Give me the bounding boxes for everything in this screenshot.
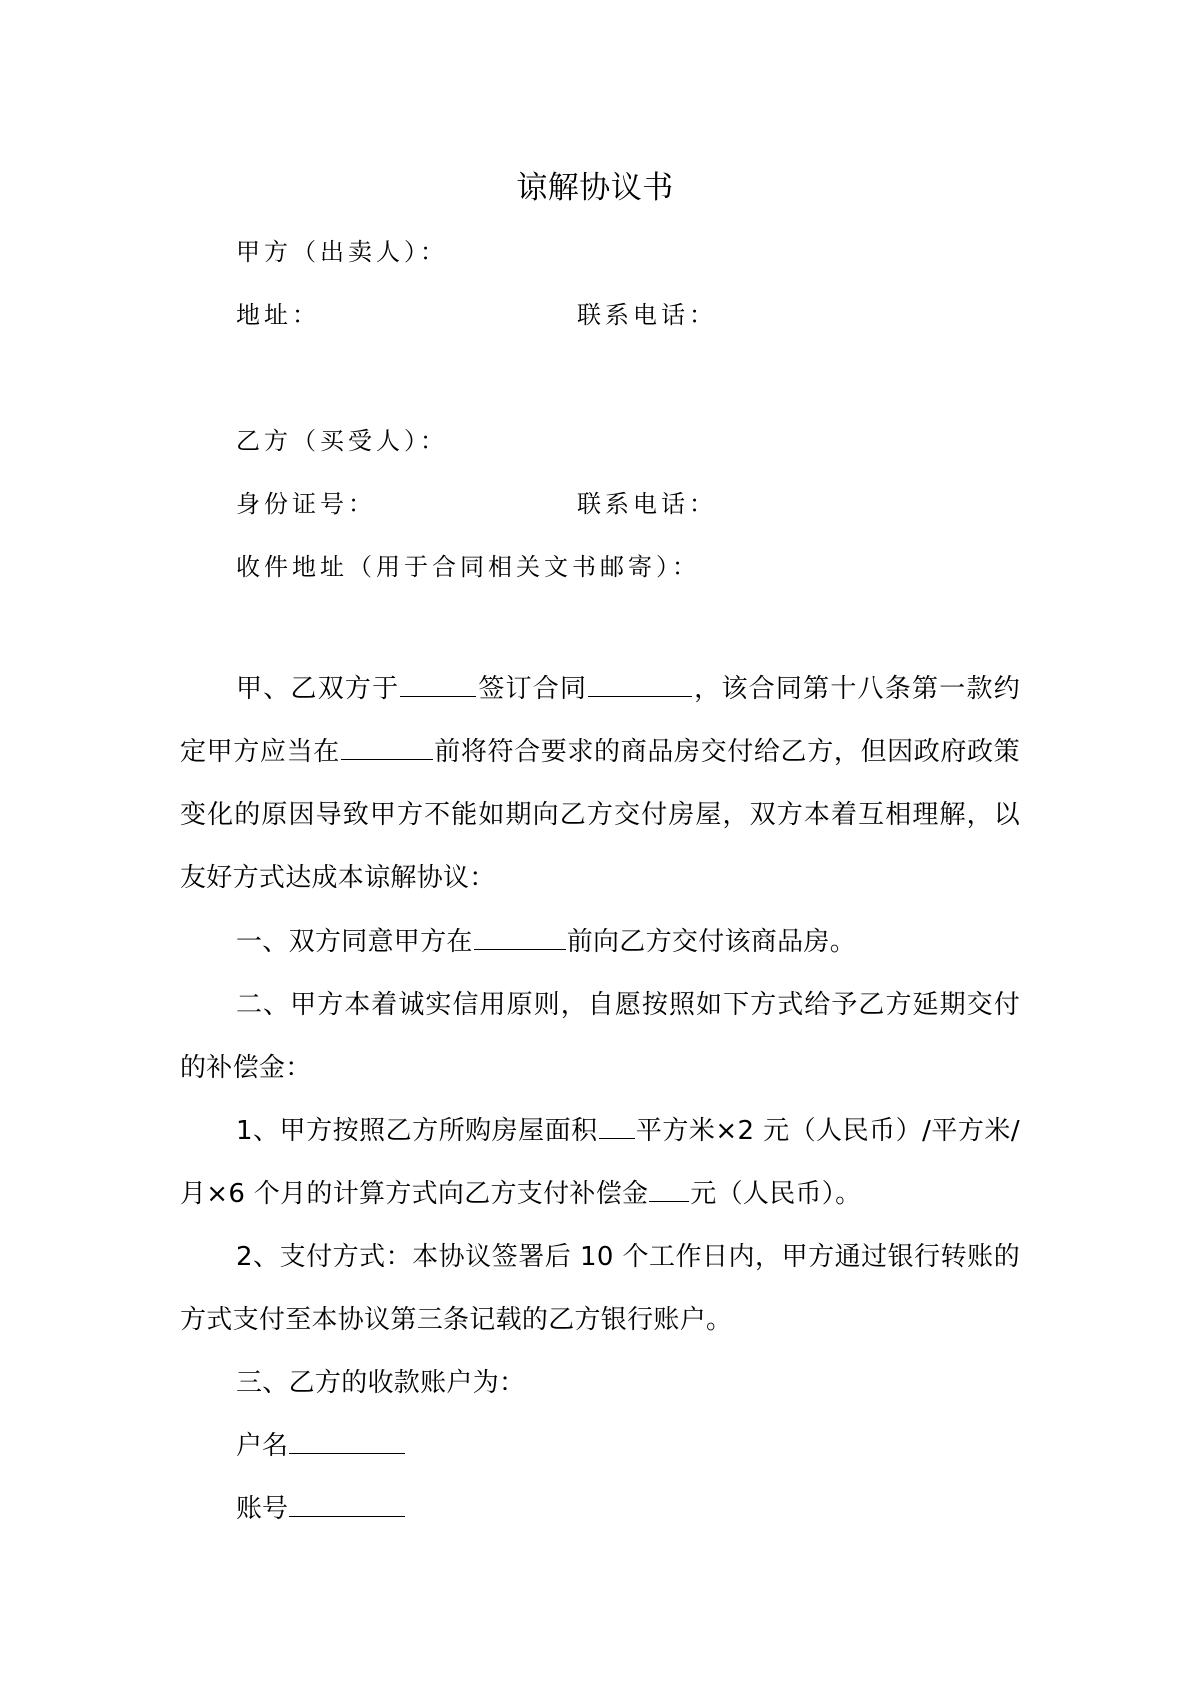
clause-2: 二、甲方本着诚实信用原则，自愿按照如下方式给予乙方延期交付的补偿金： xyxy=(180,990,1020,1083)
clause-2-2: 2、支付方式：本协议签署后 10 个工作日内，甲方通过银行转账的方式支付至本协议第三条记载的乙方银行账户。 xyxy=(180,1242,1020,1335)
party-b-mail-address-label: 收件地址（用于合同相关文书邮寄）： xyxy=(236,553,700,581)
party-b-name-label: 乙方（买受人）： xyxy=(236,427,448,455)
contract-number-blank xyxy=(588,670,692,697)
account-number-line xyxy=(236,1489,406,1529)
area-blank xyxy=(599,1112,635,1139)
agreed-delivery-date-blank xyxy=(341,733,433,760)
party-a-phone-label: 联系电话： xyxy=(577,301,717,329)
compensation-amount-blank xyxy=(649,1175,689,1202)
party-b-id-label: 身份证号： xyxy=(236,490,376,518)
intro-text-3: ，该合同第十八条第一款约定甲方应当在 xyxy=(180,674,1021,767)
party-b-phone-label: 联系电话： xyxy=(577,490,717,518)
clause-1-text-1: 一、双方同意甲方在 xyxy=(236,927,473,957)
new-delivery-date-blank xyxy=(474,923,566,950)
intro-text-2: 签订合同 xyxy=(477,674,588,704)
account-number-label: 账号 xyxy=(236,1494,289,1524)
clause-2-1 xyxy=(180,1100,1020,1226)
intro-paragraph xyxy=(180,658,1020,910)
intro-text-4: 前将符合要求的商品房交付给乙方，但因政府政策变化的原因导致甲方不能如期向乙方交付房屋，双方本着互相理解，以友好方式达成本谅解协议： xyxy=(180,737,1020,893)
party-a-address-label: 地址： xyxy=(236,301,320,329)
clause-2-1-text-2: 平方米×2 元（人民币）/平方米/月×6 个月的计算方式向乙方支付补偿金 xyxy=(180,1116,1020,1209)
clause-2-1-text-3: 元（人民币）。 xyxy=(690,1179,862,1209)
clause-1 xyxy=(180,911,1020,974)
account-name-blank xyxy=(289,1427,405,1454)
party-a-name-label: 甲方（出卖人）： xyxy=(236,238,448,266)
clause-3: 三、乙方的收款账户为： xyxy=(236,1368,526,1398)
clause-2-1-text-1: 1、甲方按照乙方所购房屋面积 xyxy=(236,1116,598,1146)
signing-date-blank xyxy=(400,670,476,697)
account-number-blank xyxy=(289,1490,405,1517)
document-title: 谅解协议书 xyxy=(516,170,674,206)
intro-text-1: 甲、乙双方于 xyxy=(236,674,400,704)
clause-1-text-2: 前向乙方交付该商品房。 xyxy=(566,927,857,957)
account-name-label: 户名 xyxy=(236,1431,289,1461)
account-name-line xyxy=(236,1426,406,1466)
